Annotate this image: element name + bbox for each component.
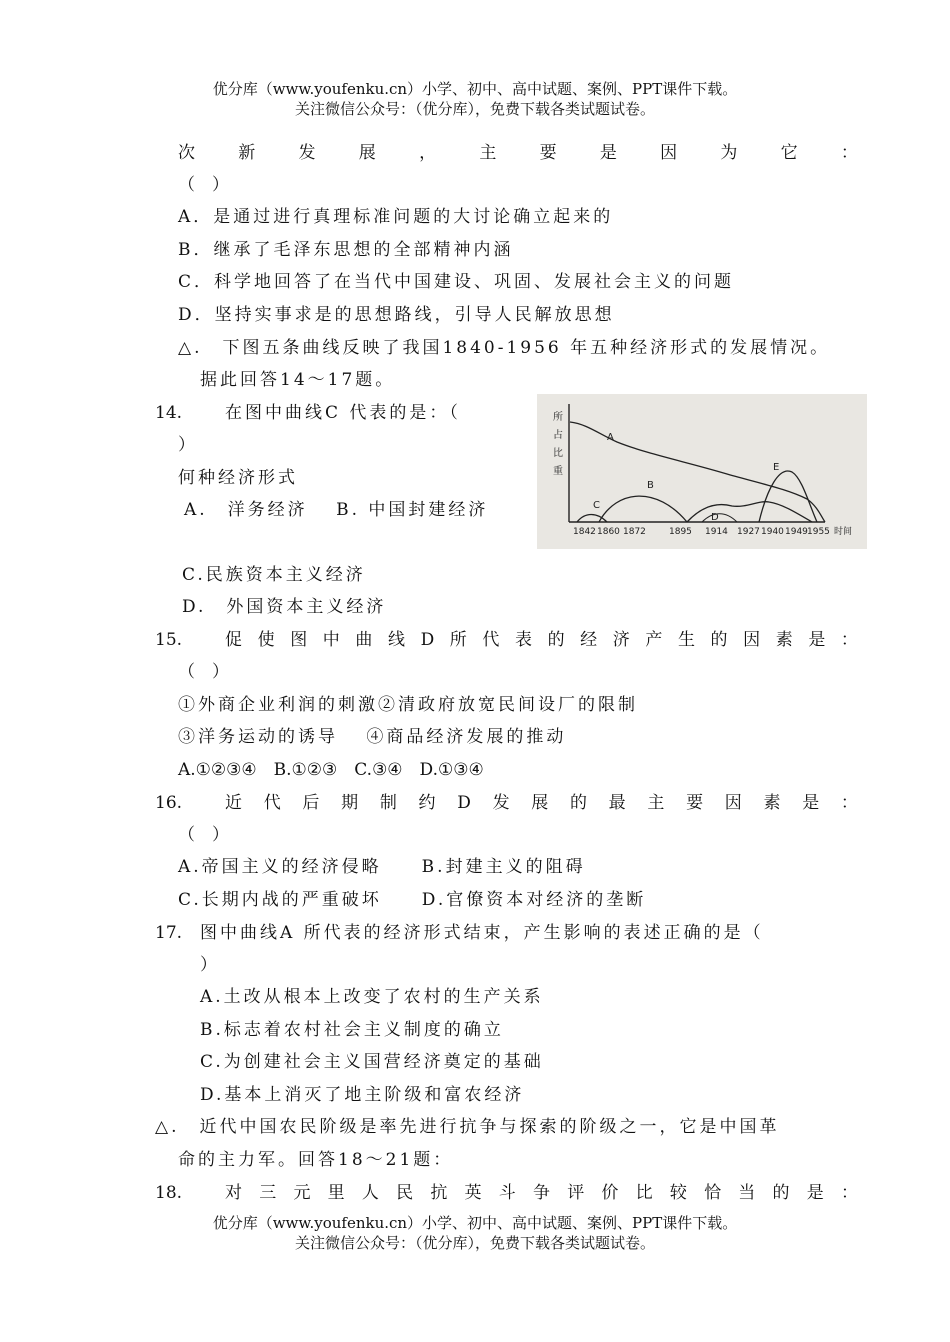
stem-char: 的 [569,793,587,813]
stem-char: 它 [780,143,798,163]
stem-char: 发 [492,793,510,813]
stem-char: 是 [599,143,617,163]
stem-char: ： [840,1183,858,1203]
curve-label-b: B [647,480,654,491]
stem-char: 代 [263,793,281,813]
stem-char: 近 [225,793,242,813]
stem-char: 为 [720,143,738,163]
stem-char: 要 [686,793,704,813]
q16-options-cd: C.长期内战的严重破坏 D.官僚资本对经济的垄断 [178,890,647,910]
stem-char: 因 [724,793,742,813]
y-label-char: 比 [553,448,563,459]
page-header-line2: 关注微信公众号：（优分库），免费下载各类试题试卷。 [294,100,655,118]
stem-char: 图 [290,630,308,650]
stem-char: 比 [635,1183,653,1203]
stem-char: 民 [396,1183,414,1203]
economy-curves-figure [537,394,867,549]
stem-char: 素 [763,793,781,813]
stem-char: 的 [710,630,728,650]
stem-char: 是 [808,630,826,650]
y-label-char: 占 [553,430,563,441]
q18-stem [225,1182,858,1204]
q17-option-c: C.为创建社会主义国营经济奠定的基础 [200,1052,544,1072]
q13-option-d: D．坚持实事求是的思想路线，引导人民解放思想 [178,305,615,325]
stem-char: 因 [660,143,678,163]
stem-char: ： [840,630,858,650]
stem-char: 英 [464,1183,482,1203]
stem-char: 线 [387,630,405,650]
stem-char: 促 [225,630,242,650]
stem-char: 使 [257,630,275,650]
q14-option-c: C.民族资本主义经济 [182,565,366,585]
q15-choices: A.①②③④ B.①②③ C.③④ D.①③④ [178,760,484,780]
curve-b [599,496,687,522]
q16-number: 16. [155,793,183,813]
economy-curves-chart [537,394,867,549]
x-tick-label: 1949 [785,527,808,537]
curve-e [759,471,817,522]
q14-stem: 在图中曲线C 代表的是：（ [225,403,461,423]
curve-label-d: D [711,512,719,523]
stem-char: 三 [259,1183,277,1203]
x-tick-label: 1940 [761,527,784,537]
q14-option-d: D. 外国资本主义经济 [182,597,387,617]
x-tick-label: 1914 [705,527,728,537]
q16-stem [225,792,858,814]
intro2-line2: 命的主力军。回答18～21题： [178,1150,454,1170]
stem-char: ： [840,143,858,163]
q13-option-c: C．科学地回答了在当代中国建设、巩固、发展社会主义的问题 [178,272,735,292]
y-label-char: 重 [553,466,563,477]
stem-char: 较 [669,1183,687,1203]
stem-char: 中 [322,630,340,650]
stem-char: 对 [225,1183,242,1203]
q16-options-ab: A.帝国主义的经济侵略 B.封建主义的阻碍 [178,857,586,877]
q14-number: 14. [155,403,183,423]
stem-char: 所 [449,630,467,650]
page-header-line1: 优分库（www.youfenku.cn）小学、初中、高中试题、案例、PPT课件下载。 [212,80,738,98]
stem-char: 恰 [704,1183,722,1203]
stem-char: 素 [775,630,793,650]
q13-paren: （ ） [178,175,229,195]
page-footer-line2: 关注微信公众号：（优分库），免费下载各类试题试卷。 [294,1234,655,1252]
q17-option-b: B.标志着农村社会主义制度的确立 [200,1020,504,1040]
intro1-line2: 据此回答14～17题。 [200,370,396,390]
stem-char: 主 [479,143,497,163]
q17-option-a: A.土改从根本上改变了农村的生产关系 [200,987,544,1007]
y-label-char: 所 [553,412,563,423]
stem-char: 展 [358,143,376,163]
stem-char: 是 [802,793,820,813]
intro1-line1: △. 下图五条曲线反映了我国1840-1956 年五种经济形式的发展情况。 [178,338,831,358]
stem-char: 最 [608,793,626,813]
stem-char: 主 [647,793,665,813]
stem-char: D [420,630,435,650]
q14-options-ab: A. 洋务经济 B. 中国封建经济 [184,500,489,520]
stem-char: 抗 [430,1183,448,1203]
stem-char: 经 [580,630,598,650]
intro2-line1: △. 近代中国农民阶级是率先进行抗争与探索的阶级之一，它是中国革 [155,1117,780,1137]
stem-char: 后 [302,793,320,813]
curve-label-a: A [607,432,614,443]
x-tick-label: 1927 [737,527,760,537]
stem-char: 约 [418,793,436,813]
q14-paren-close: ） [178,435,195,455]
stem-char: 发 [298,143,316,163]
stem-char: 济 [612,630,630,650]
q13-option-a: A．是通过进行真理标准问题的大讨论确立起来的 [178,207,614,227]
stem-char: D [457,793,471,813]
curve-f [702,514,737,522]
curve-label-e: E [773,462,780,473]
x-tick-label: 1842 [573,527,596,537]
x-tick-label: 1895 [669,527,692,537]
q15-paren: （ ） [178,662,229,682]
stem-char: 里 [327,1183,345,1203]
stem-char: 生 [677,630,695,650]
stem-char: 争 [532,1183,550,1203]
stem-char: 斗 [498,1183,516,1203]
q17-option-d: D.基本上消灭了地主阶级和富农经济 [200,1085,525,1105]
stem-char: 是 [806,1183,824,1203]
stem-char: 的 [772,1183,790,1203]
curve-label-c: C [593,500,600,511]
x-tick-label: 1860 [597,527,620,537]
stem-char: 产 [645,630,663,650]
page-footer-line1: 优分库（www.youfenku.cn）小学、初中、高中试题、案例、PPT课件下载。 [212,1214,738,1232]
stem-char: 因 [743,630,761,650]
stem-char: 的 [547,630,565,650]
q17-number: 17. [155,923,183,943]
stem-char: 次 [178,143,195,163]
stem-char: 新 [238,143,256,163]
q16-paren: （ ） [178,825,229,845]
q13-stem [178,142,858,164]
stem-char: 表 [514,630,532,650]
q15-stem [225,629,858,651]
stem-char: 代 [482,630,500,650]
stem-char: 评 [567,1183,585,1203]
q17-stem: 图中曲线A 所代表的经济形式结束，产生影响的表述正确的是（ [200,923,764,943]
stem-char: 元 [293,1183,311,1203]
stem-char: 当 [738,1183,756,1203]
q15-options-line2: ③洋务运动的诱导 ④商品经济发展的推动 [178,727,567,747]
stem-char: 价 [601,1183,619,1203]
q18-number: 18. [155,1183,183,1203]
x-axis-label: 时间 [834,527,853,537]
q15-options-line1: ①外商企业利润的刺激②清政府放宽民间设厂的限制 [178,695,638,715]
stem-char: 曲 [355,630,373,650]
stem-char: 期 [341,793,359,813]
stem-char: ， [419,143,437,163]
stem-char: ： [840,793,858,813]
q14-stem-cont: 何种经济形式 [178,468,298,488]
x-tick-label: 1872 [623,527,646,537]
stem-char: 制 [379,793,397,813]
x-tick-label: 1955 [807,527,830,537]
stem-char: 展 [531,793,549,813]
stem-char: 要 [539,143,557,163]
q17-paren-close: ） [200,955,217,975]
q13-option-b: B．继承了毛泽东思想的全部精神内涵 [178,240,514,260]
stem-char: 人 [361,1183,379,1203]
q15-number: 15. [155,630,183,650]
